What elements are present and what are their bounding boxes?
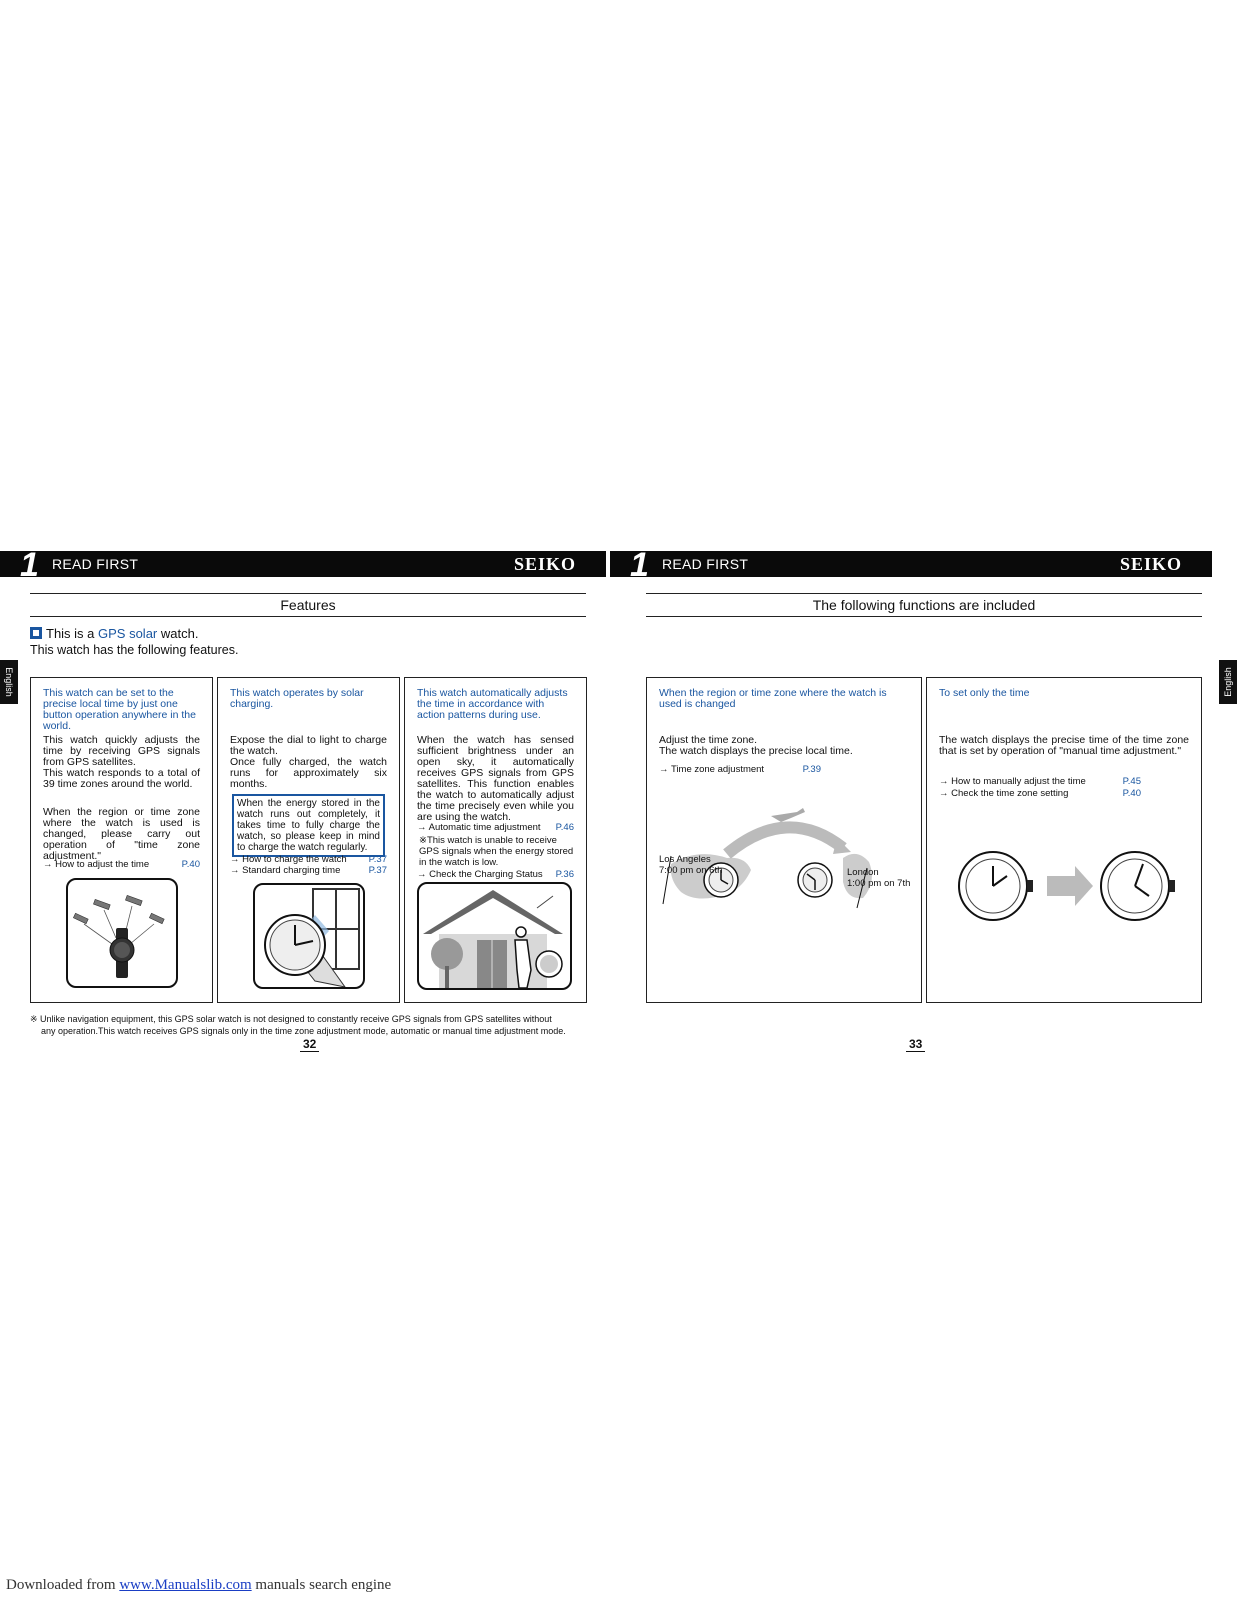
chapter-title: READ FIRST <box>662 556 749 572</box>
footnote: ※ Unlike navigation equipment, this GPS solar watch is not designed to constantly receive GPS signals from GPS satellites without any operation.This watch receives GPS signals only in the time zone adjustment mode, automatic or manual time adjustment mode. <box>30 1014 566 1036</box>
intro-line: This is a GPS solar watch. <box>30 626 198 641</box>
chapter-header-right <box>610 546 1212 584</box>
page-ref[interactable]: → How to adjust the time P.40 <box>43 859 200 870</box>
page-ref[interactable]: → How to charge the watch P.37 <box>230 854 387 865</box>
page-ref[interactable]: → Check the time zone setting P.40 <box>939 788 1141 799</box>
page-ref[interactable]: → Standard charging time P.37 <box>230 865 387 876</box>
chapter-title: READ FIRST <box>52 556 139 572</box>
language-tab-left: English <box>0 660 18 704</box>
manualslib-link[interactable]: www.Manualslib.com <box>119 1577 252 1593</box>
feature-box-gps <box>30 677 213 1003</box>
box-body: The watch displays the precise local time. <box>659 745 853 757</box>
box-body: Expose the dial to light to charge the watch. <box>230 734 387 757</box>
box-body: When the watch has sensed sufficient brightness under an open sky, it automatically receives GPS signals from GPS satellites. This function enables the watch to automatically adjust the time precisely even while you are using the watch. <box>417 734 574 823</box>
destination-label: London 1:00 pm on 7th <box>847 867 911 889</box>
chapter-number: 1 <box>20 546 39 584</box>
brand-logo: SEIKO <box>1119 554 1182 574</box>
function-box-timezone <box>646 677 922 1003</box>
function-box-time-only <box>926 677 1202 1003</box>
box-heading: When the region or time zone where the watch is used is changed <box>659 687 887 710</box>
page-number: 32 <box>300 1037 319 1052</box>
house-person-illustration <box>417 882 572 990</box>
feature-box-auto <box>404 677 587 1003</box>
box-heading: This watch can be set to the precise local time by just one button operation anywhere in the world. <box>43 687 196 732</box>
page-ref[interactable]: → Automatic time adjustment P.46 <box>417 822 574 833</box>
box-body: Once fully charged, the watch runs for approximately six months. <box>230 756 387 790</box>
page-ref[interactable]: → Time zone adjustment P.39 <box>659 764 821 775</box>
box-body: When the region or time zone where the watch is used is changed, please carry out operation of "time zone adjustment." <box>43 806 200 862</box>
watch-icon <box>1101 852 1175 920</box>
page-number: 33 <box>906 1037 925 1052</box>
time-adjust-illustration <box>957 846 1177 926</box>
intro-subline: This watch has the following features. <box>30 643 239 657</box>
watch-icon <box>959 852 1033 920</box>
window-charging-illustration <box>253 883 365 989</box>
box-body: This watch quickly adjusts the time by receiving GPS signals from GPS satellites. <box>43 734 200 768</box>
box-body: Adjust the time zone. <box>659 734 758 746</box>
box-heading: This watch automatically adjusts the time in accordance with action patterns during use. <box>417 687 568 721</box>
section-title-right: The following functions are included <box>646 593 1202 617</box>
box-heading: To set only the time <box>939 687 1030 699</box>
charging-note: When the energy stored in the watch runs out completely, it takes time to fully charge the watch, so please keep in mind to charge the watch regularly. <box>232 794 385 857</box>
chapter-header-left <box>0 546 606 584</box>
chapter-number: 1 <box>630 546 649 584</box>
satellite-watch-illustration <box>66 878 178 988</box>
box-body: This watch responds to a total of 39 time zones around the world. <box>43 767 200 790</box>
square-bullet-icon <box>30 627 42 639</box>
page-ref[interactable]: → How to manually adjust the time P.45 <box>939 776 1141 787</box>
origin-label: Los Angeles 7:00 pm on 6th <box>659 854 723 876</box>
box-body: The watch displays the precise time of the time zone that is set by operation of "manual time adjustment." <box>939 734 1189 757</box>
download-credit: Downloaded from www.Manualslib.com manuals search engine <box>6 1577 392 1593</box>
section-title-left: Features <box>30 593 586 617</box>
feature-box-solar <box>217 677 400 1003</box>
language-tab-right: English <box>1219 660 1237 704</box>
box-heading: This watch operates by solar charging. <box>230 687 364 710</box>
watch-icon <box>798 863 832 897</box>
page-ref[interactable]: → Check the Charging Status P.36 <box>417 869 574 880</box>
low-energy-note: ※This watch is unable to receive GPS signals when the energy stored in the watch is low. <box>419 835 574 868</box>
brand-logo: SEIKO <box>513 554 576 574</box>
